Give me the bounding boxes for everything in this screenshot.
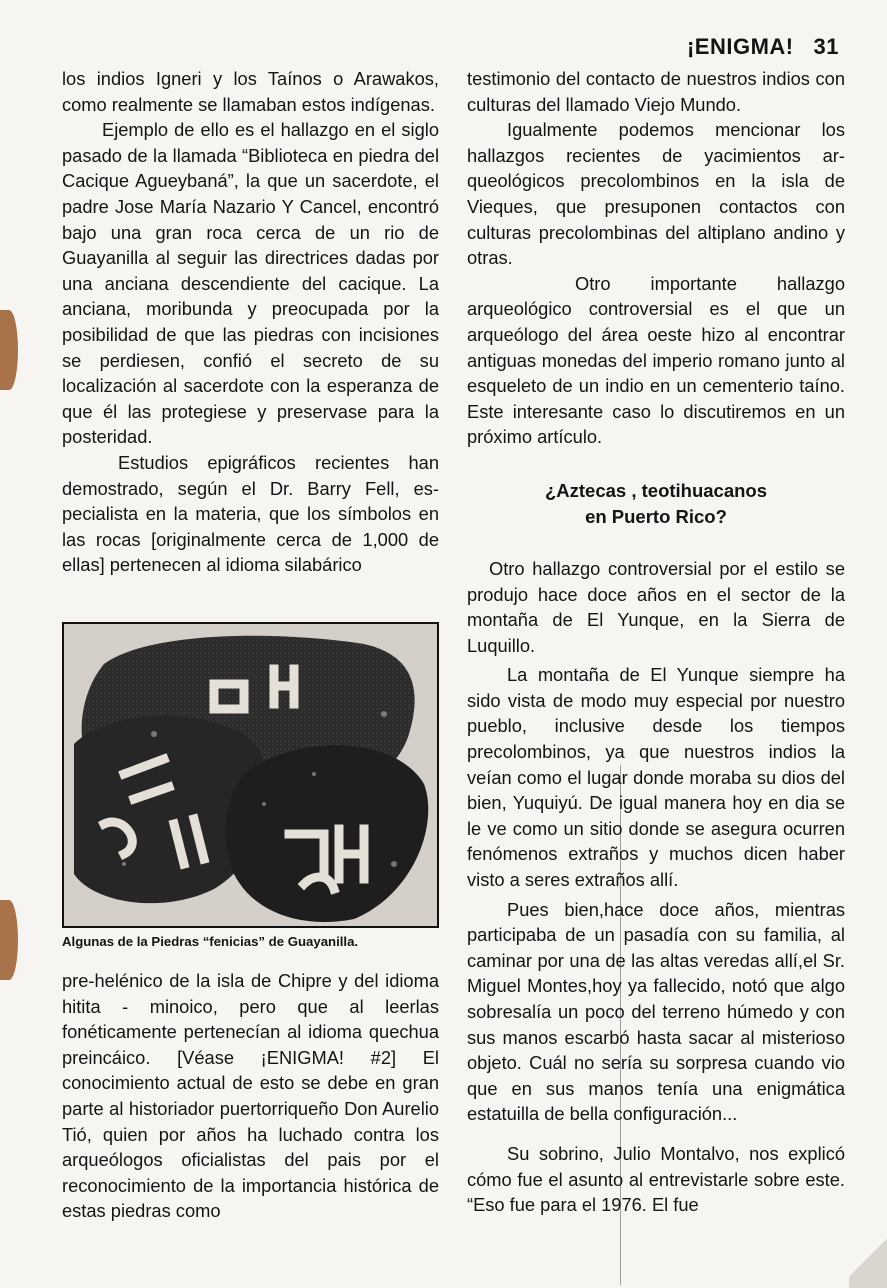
paragraph: Otro hallazgo controversial por el estilo se produjo hace doce años en el sector de la montaña de El Yunque, en la Sierra de Luquillo. (467, 557, 845, 656)
section-heading-line: ¿Aztecas , teotihuacanos (544, 479, 768, 501)
paragraph: testimonio del contacto de nuestros indios con culturas del llamado Viejo Mundo. (467, 68, 845, 115)
paragraph: Pues bien,hace doce años, mientras participaba de un pasadía con su familia, al caminar por una de las altas veredas allí,el Sr. Miguel Montes,hoy ya fallecido, notó que algo sobresalía un poco del terreno húmedo y con sus manos escarbó hasta sacar al misterioso objeto. Cuál no sería su sorpresa cuando vio que en sus manos tenía una enigmática estatuilla de bella configuración... (467, 898, 845, 1125)
left-column-bottom (62, 968, 439, 1224)
magazine-title: ¡ENIGMA! (686, 34, 794, 59)
section-heading (467, 478, 845, 530)
right-column (467, 66, 845, 1218)
paragraph: pre-helénico de la isla de Chipre y del idioma hitita - minoico, pero que al leerlas fonéticamente pertenecían al idioma quechua preincáico. [Véase ¡ENIGMA! #2] El conocimiento actual de esto se debe en gran parte al historiador puertorriqueño Don Aurelio Tió, quien por años ha luchado contra los arqueólogos oficialistas del pais por el reconocimiento de la importancia histórica de estas piedras como (62, 970, 439, 1222)
photo-caption: Algunas de la Piedras “fenicias” de Guayanilla. (62, 934, 359, 949)
paragraph: La montaña de El Yunque siempre ha sido vista de modo muy especial por nuestro pueblo, inclusive desde los tiempos precolombinos, ya que nuestros indios la veían como el lugar donde moraba su dios del bien, Yuquiyú. De igual manera hoy en dia se le ve como un sitio donde se asegura ocurren fenómenos extraños y muchos dicen haber visto a seres extraños allí. (467, 664, 845, 891)
paragraph: Ejemplo de ello es el hallazgo en el siglo pasado de la llamada “Biblioteca en piedra del Cacique Agueybaná”, la que un sacerdote, el padre Jose María Nazario Y Cancel, encontró bajo una gran roca cerca de un rio de Guayanilla al seguir las directrices dadas por una anciana descendiente del cacique. La anciana, moribunda y preocupada por la posibilidad de que las piedras con incisiones se perdiesen, confió el secreto de su localización al sacerdote con la esperanza de que él las protegiese y preservase para la posteridad. (62, 119, 439, 448)
paragraph: Su sobrino, Julio Montalvo, nos explicó cómo fue el asunto al entrevistarle sobre este. “Eso fue para el 1976. El fue (467, 1142, 845, 1216)
paper-stain (0, 900, 18, 980)
paragraph: Igualmente podemos mencionar los hallazgos recientes de yacimientos arqueológicos precolombinos en la isla de Vieques, que presuponen contactos con culturas precolombinas del altiplano andino y otras. (467, 119, 845, 269)
torn-corner (849, 1228, 887, 1288)
page-number: 31 (813, 34, 839, 59)
paragraph: los indios Igneri y los Taínos o Arawakos, como realmente se llamaban estos indígenas. (62, 68, 439, 115)
page-header (687, 34, 839, 60)
section-heading-line: en Puerto Rico? (585, 505, 727, 527)
stones-photo (62, 622, 439, 928)
left-column-top (62, 66, 439, 578)
paragraph: Otro importante hallazgo arqueológico controversial es el que un arqueólogo del área oeste hizo al encontrar antiguas monedas del imperio romano junto al esqueleto de un indio en un cementerio taíno. Este interesante caso lo discutiremos en un próximo artículo. (467, 272, 845, 448)
paragraph: Estudios epigráficos recientes han demostrado, según el Dr. Barry Fell, especialista en la materia, que los símbolos en las rocas [originalmente cerca de 1,000 de ellas] pertenecen al idioma silabárico (62, 451, 439, 576)
stones-illustration (64, 624, 437, 926)
paper-stain (0, 310, 18, 390)
